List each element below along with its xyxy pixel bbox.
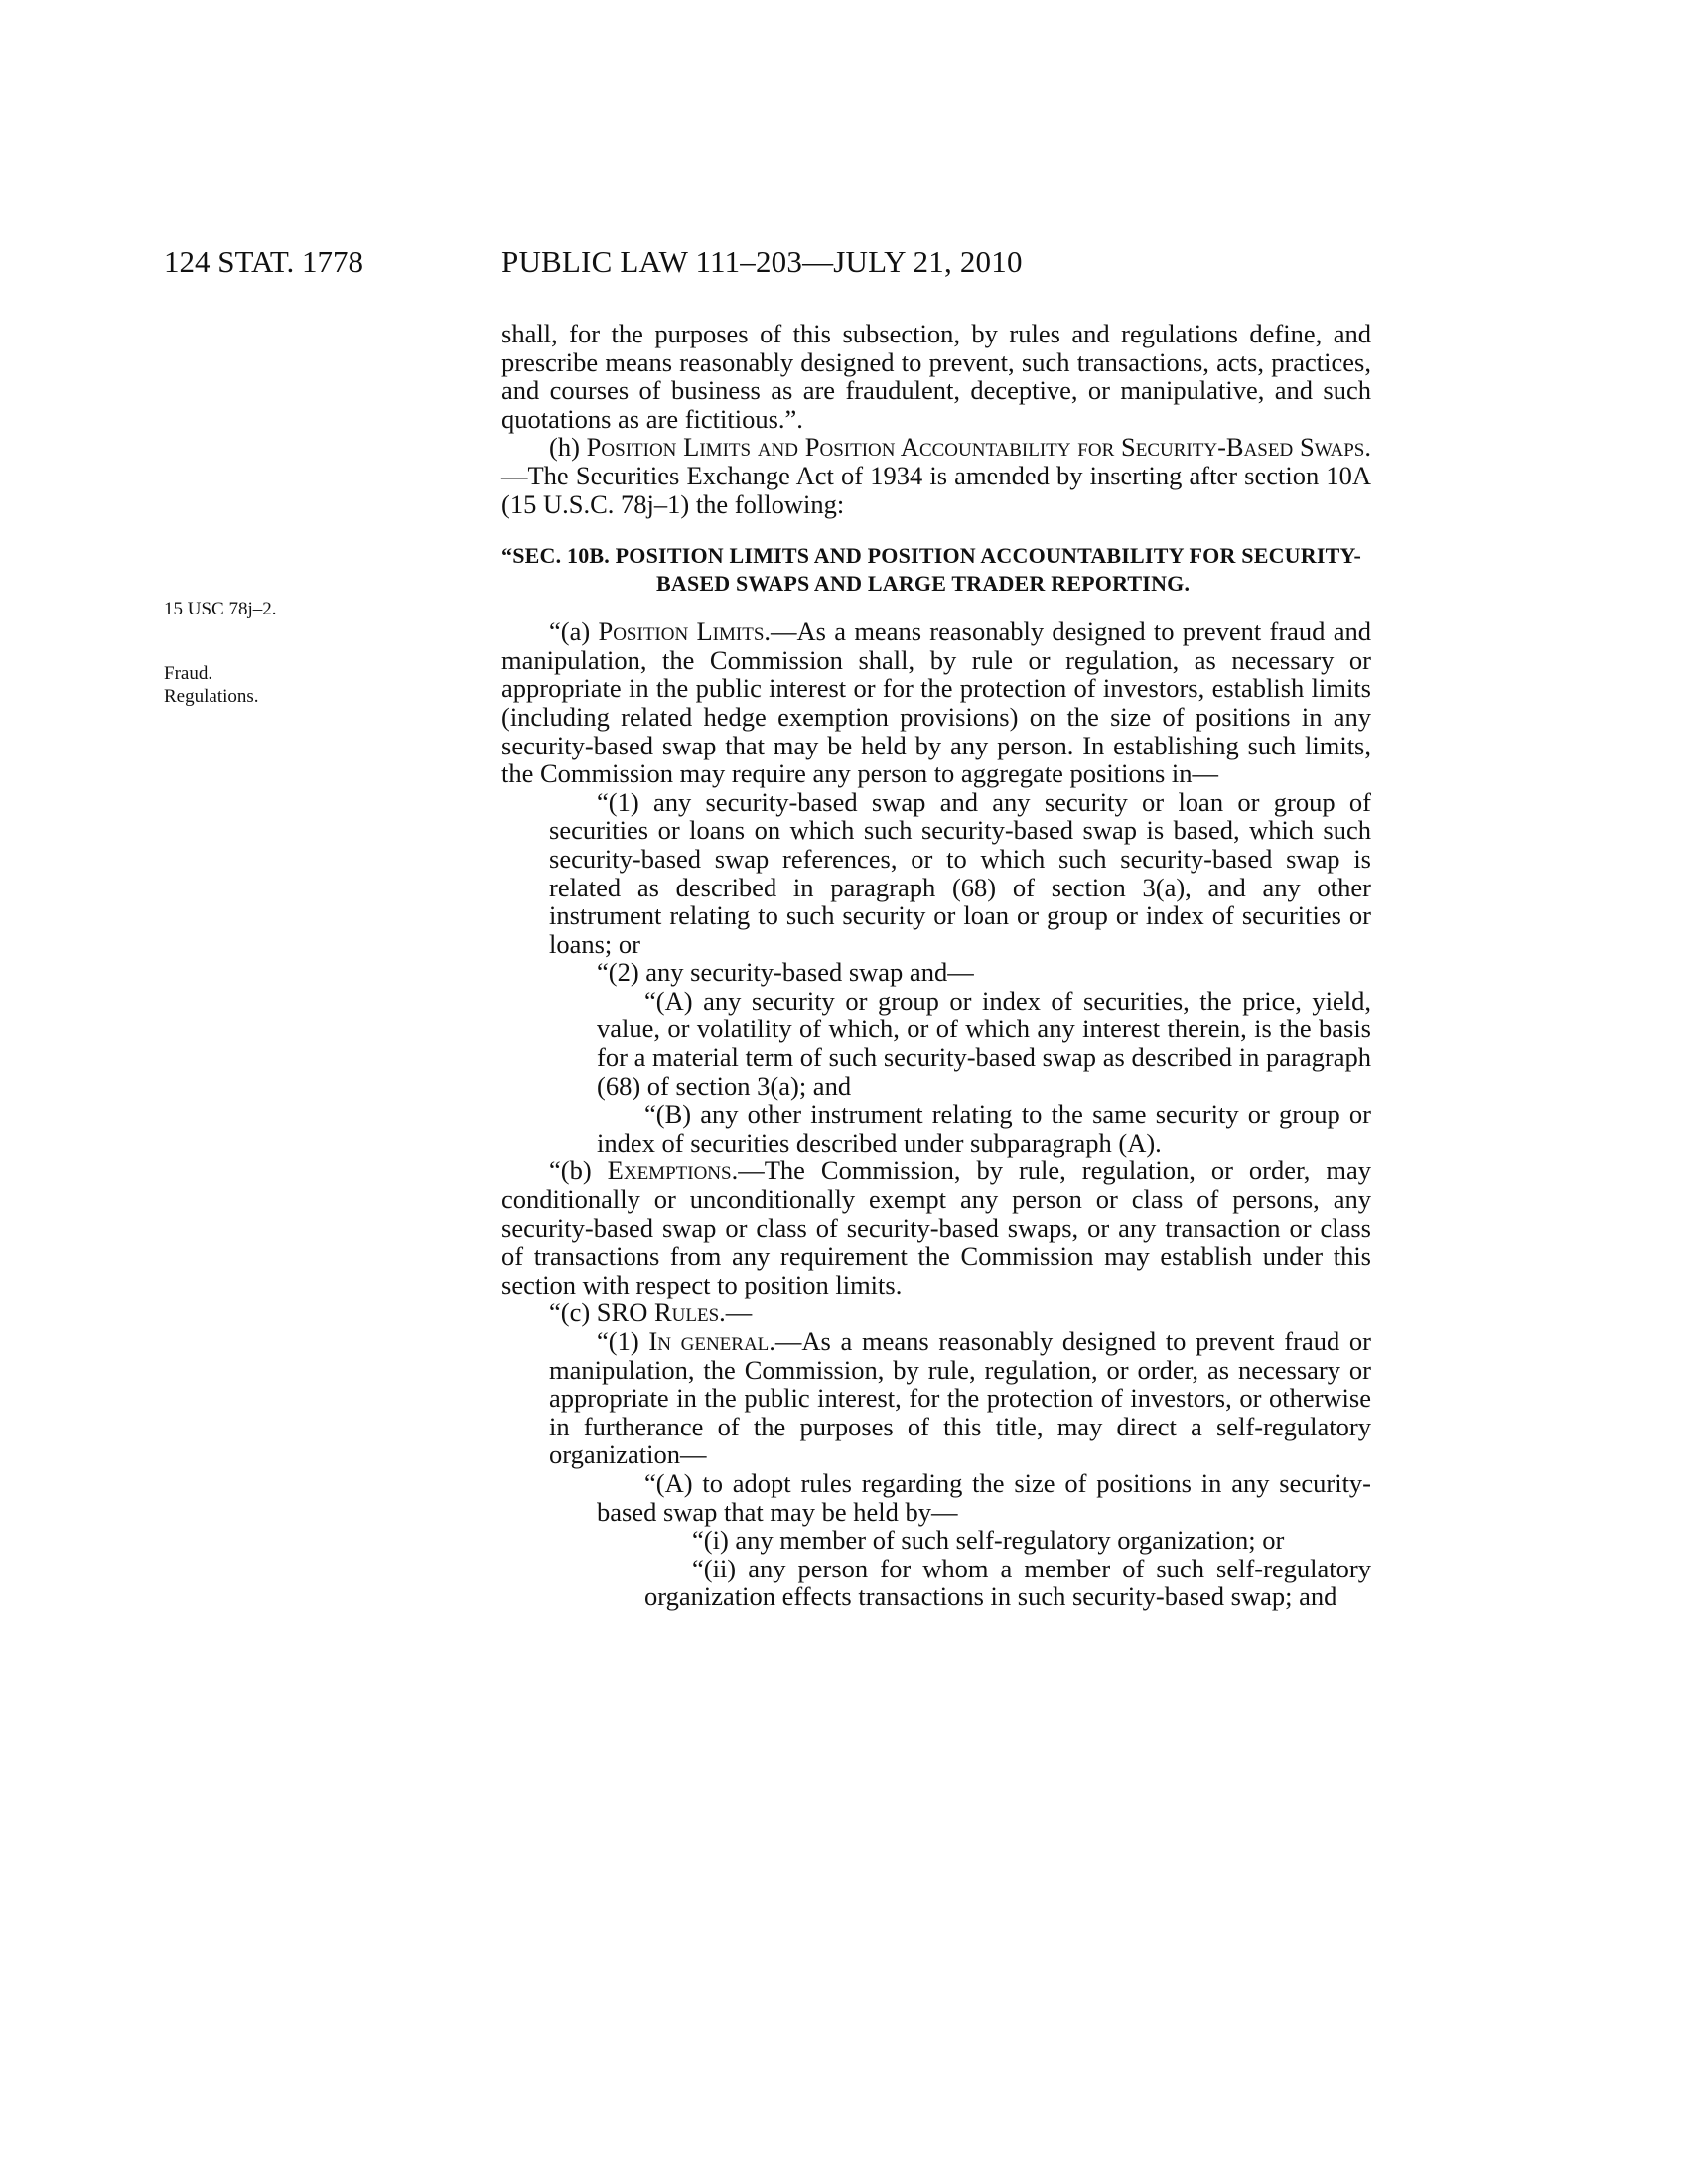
subsection-c-prefix: “(c) SRO	[549, 1297, 654, 1328]
subsection-a	[501, 617, 1371, 788]
subparagraph-a2B: “(B) any other instrument relating to the same security or group or index of securities described under subparagraph (A).	[597, 1099, 1371, 1158]
margin-note-regulations: Regulations.	[164, 686, 259, 707]
page-header	[164, 244, 1370, 284]
paragraph-a1: “(1) any security-based swap and any security or loan or group of securities or loans on which such security-based swap is based, which such security-based swap references, or to which such security-based swap is related as described in paragraph (68) of section 3(a), and any other instrument relating to such security or loan or group or index of securities or loans; or	[549, 786, 1371, 959]
subsection-b-text: —The Commission, by rule, regulation, or order, may conditionally or unconditionally exempt any person or class of persons, any security-based swap or class of security-based swaps, or any transaction or class of transactions from any requirement the Commission may establish under this section with respect to position limits.	[501, 1156, 1371, 1299]
margin-note-usc: 15 USC 78j–2.	[164, 599, 277, 619]
statute-page-number: 124 STAT. 1778	[164, 244, 364, 279]
paragraph-continuation: shall, for the purposes of this subsection, by rules and regulations define, and prescribe means reasonably designed to prevent, such transactions, acts, practices, and courses of business as are fraudulent, deceptive, or manipulative, and such quotations as are fictitious.”.	[501, 319, 1371, 434]
subsection-b-title: Exemptions.	[607, 1156, 739, 1186]
subparagraph-a2A: “(A) any security or group or index of securities, the price, yield, value, or volatility of which, or of which any interest therein, is the basis for a material term of such security-based swap as described in paragraph (68) of section 3(a); and	[597, 985, 1371, 1101]
paragraph-c1-text: —As a means reasonably designed to prevent fraud or manipulation, the Commission, by rule, regulation, or order, as necessary or appropriate in the public interest, for the protection of investors, or otherwise in furtherance of the purposes of this title, may direct a self-regulatory organization—	[549, 1326, 1371, 1470]
margin-note-fraud: Fraud.	[164, 663, 213, 684]
clause-c1Ai: “(i) any member of such self-regulatory organization; or	[692, 1525, 1285, 1556]
paragraph-c1	[549, 1327, 1371, 1469]
subsection-a-prefix: “(a)	[549, 616, 599, 647]
subsection-h-title: Position Limits and Position Accountability for Security-Based Swaps.	[586, 432, 1371, 463]
subsection-b-prefix: “(b)	[549, 1156, 608, 1186]
section-heading: “SEC. 10B. POSITION LIMITS AND POSITION ACCOUNTABILITY FOR SECURITY-BASED SWAPS AND LARGE TRADER REPORTING.	[501, 543, 1362, 597]
subsection-a-text: —As a means reasonably designed to prevent fraud and manipulation, the Commission shall, by rule or regulation, as necessary or appropriate in the public interest or for the protection of investors, establish limits (including related hedge exemption provisions) on the size of positions in any security-based swap that may be held by any person. In establishing such limits, the Commission may require any person to aggregate positions in—	[501, 616, 1371, 789]
paragraph-c1-title: In general.	[648, 1326, 775, 1356]
paragraph-a2: “(2) any security-based swap and—	[597, 957, 974, 988]
subsection-b	[501, 1157, 1371, 1298]
subparagraph-c1A: “(A) to adopt rules regarding the size of positions in any security-based swap that may be held by—	[597, 1467, 1371, 1527]
clause-c1Aii: “(ii) any person for whom a member of such self-regulatory organization effects transactions in such security-based swap; and	[644, 1553, 1371, 1612]
subsection-c-title: Rules.	[653, 1297, 726, 1328]
subsection-h	[501, 433, 1371, 518]
subsection-h-text: —The Securities Exchange Act of 1934 is amended by inserting after section 10A (15 U.S.C. 78j–1) the following:	[501, 460, 1371, 519]
statute-body	[501, 320, 1371, 1611]
subsection-a-title: Position Limits.	[598, 616, 772, 647]
running-head-title: PUBLIC LAW 111–203—JULY 21, 2010	[501, 244, 1023, 279]
subsection-h-prefix: (h)	[549, 432, 587, 463]
subsection-c	[501, 1298, 1371, 1327]
subsection-c-dash: —	[725, 1297, 753, 1328]
paragraph-c1-prefix: “(1)	[597, 1326, 649, 1356]
margin-note-fraud-regulations	[164, 662, 333, 708]
